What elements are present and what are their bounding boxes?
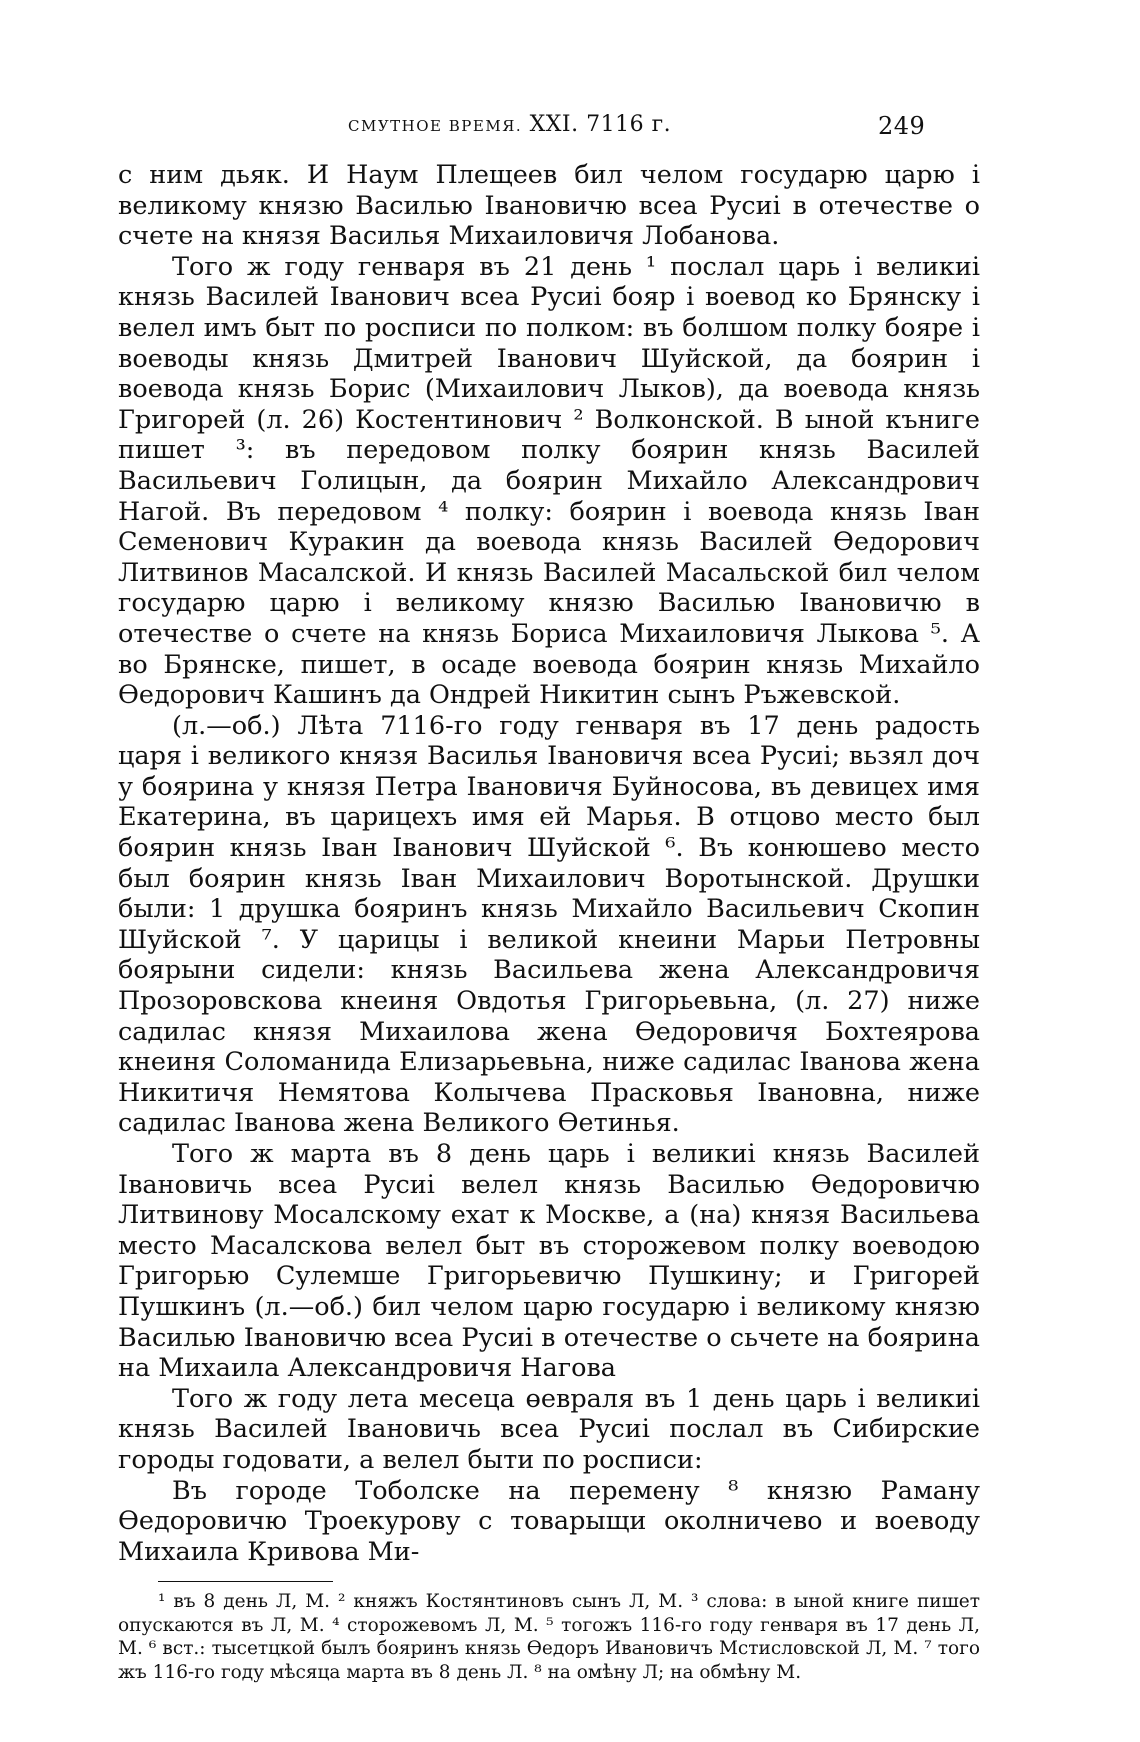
footnotes bbox=[118, 1590, 980, 1684]
page bbox=[118, 108, 980, 1684]
footnote-divider bbox=[158, 1581, 333, 1582]
body-text bbox=[118, 160, 980, 1567]
paragraph: Того ж году лета месеца өевраля въ 1 день царь і великиі князь Василей Івановичь всеа Русиі послал въ Сибирские городы годовати, а велел быти по росписи: bbox=[118, 1383, 980, 1475]
running-title-smallcaps: СМУТНОЕ ВРЕМЯ. bbox=[348, 117, 523, 135]
paragraph: (л.—об.) Лѣта 7116-го году генваря въ 17 день радость царя і великого князя Василья Івановичя всеа Русиі; вьзял доч у боярина у князя Петра Івановичя Буйносова, въ девицех имя Екатерина, въ царицехъ имя ей Марья. В отцово место был боярин князь Іван Іванович Шуйской ⁶. Въ конюшево место был боярин князь Іван Михаилович Воротынской. Друшки были: 1 друшка бояринъ князь Михайло Васильевич Скопин Шуйской ⁷. У царицы і великой кнеини Марьи Петровны боярыни сидели: князь Васильева жена Александровичя Прозоровскова кнеиня Овдотья Григорьевьна, (л. 27) ниже садилас князя Михаилова жена Өедоровичя Бохтеярова кнеиня Соломанида Елизарьевьна, ниже садилас Іванова жена Никитичя Немятова Колычева Прасковья Івановна, ниже садилас Іванова жена Великого Өетинья. bbox=[118, 710, 980, 1139]
paragraph: с ним дьяк. И Наум Плещеев бил челом государю царю і великому князю Василью Івановичю всеа Русиі в отечестве о счете на князя Василья Михаиловичя Лобанова. bbox=[118, 160, 980, 252]
footnotes-text: ¹ въ 8 день Л, М. ² княжъ Костянтиновъ сынъ Л, М. ³ слова: в ыной книге пишет опускаются въ Л, М. ⁴ сторожевомъ Л, М. ⁵ тогожъ 116-го году генваря въ 17 день Л, М. ⁶ вст.: тысетцкой былъ бояринъ князь Өедоръ Ивановичъ Мстисловской Л, М. ⁷ того жъ 116-го году мѣсяца марта въ 8 день Л. ⁸ на омѣну Л; на обмѣну М. bbox=[118, 1591, 980, 1683]
page-number: 249 bbox=[878, 112, 926, 140]
running-title-rest: XXI. 7116 г. bbox=[529, 112, 672, 137]
paragraph: Того ж году генваря въ 21 день ¹ послал царь і великиі князь Василей Іванович всеа Русиі бояр і воевод ко Брянску і велел имъ быт по росписи по полком: въ болшом полку бояре і воеводы князь Дмитрей Іванович Шуйской, да боярин і воевода князь Борис (Михаилович Лыков), да воевода князь Григорей (л. 26) Костентинович ² Волконской. В ыной кънигe пишет ³: въ передовом полку боярин князь Василей Васильевич Голицын, да боярин Михайло Александрович Нагой. Въ передовом ⁴ полку: боярин і воевода князь Іван Семенович Куракин да воевода князь Василей Өедорович Литвинов Масалской. И князь Василей Масальской бил челом государю царю і великому князю Василью Івановичю в отечестве о счете на князь Бориса Михаиловичя Лыкова ⁵. А во Брянске, пишет, в осаде воевода боярин князь Михайло Өедорович Кашинъ да Ондрей Никитин сынъ Ръжевской. bbox=[118, 251, 980, 711]
running-head bbox=[118, 108, 980, 148]
paragraph: Того ж марта въ 8 день царь і великиі князь Василей Івановичь всеа Русиі велел князь Василью Өедоровичю Литвинову Мосалскому ехат к Москве, а (на) князя Васильева место Масалскова велел быт въ сторожевом полку воеводою Григорью Сулемше Григорьевичю Пушкину; и Григорей Пушкинъ (л.—об.) бил челом царю государю і великому князю Василью Івановичю всеа Русиі в отечестве о сьчете на боярина на Михаила Александровичя Нагова bbox=[118, 1139, 980, 1384]
running-title bbox=[348, 112, 671, 137]
paragraph: Въ городе Тоболске на перемену ⁸ князю Раману Өедоровичю Троекурову с товарыщи околничево и воеводу Михаила Кривова Ми- bbox=[118, 1475, 980, 1567]
